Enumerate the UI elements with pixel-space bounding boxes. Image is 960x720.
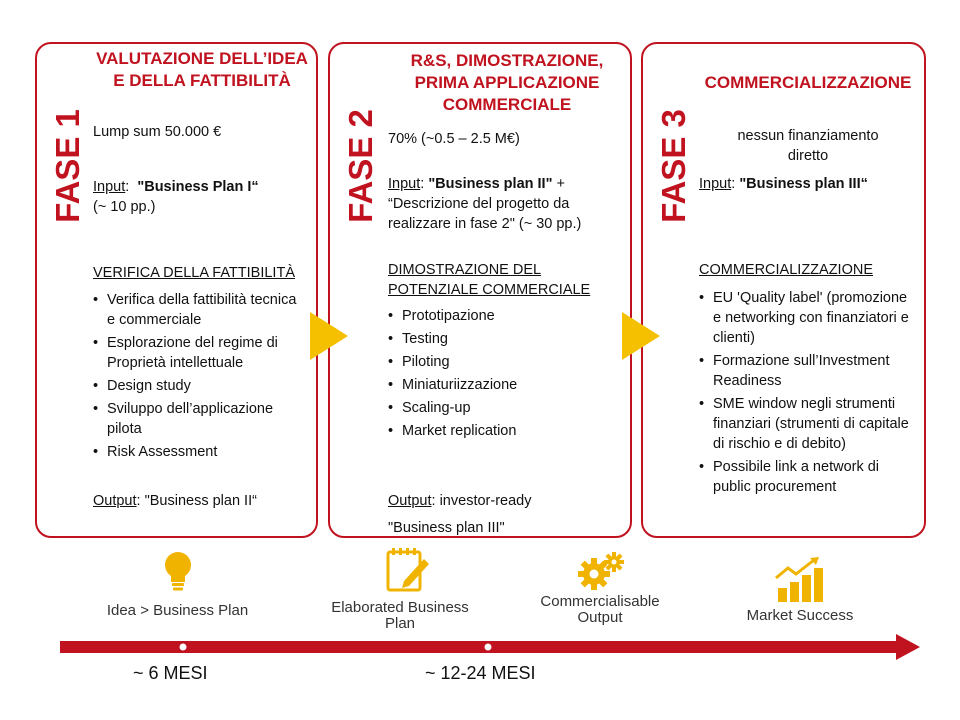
phase-2-output	[388, 491, 531, 511]
phase-3-title-line: COMMERCIALIZZAZIONE	[704, 73, 912, 92]
phase-2-label	[340, 54, 384, 223]
phase-1-output-text: : "Business plan II“	[136, 493, 257, 509]
phase-3-label	[653, 54, 697, 223]
phase-1-input-doc: "Business Plan I“	[137, 179, 259, 195]
list-item: • Miniaturiizzazione	[388, 375, 618, 395]
phase-3-input-doc: "Business plan III“	[739, 176, 868, 192]
phase-3-title	[695, 72, 921, 94]
phase-2-title-line: COMMERCIALE	[442, 95, 572, 114]
list-item: • Piloting	[388, 352, 618, 372]
phase-1-bullet-list	[93, 290, 303, 465]
list-item: • SME window negli strumenti finanziari (strumenti di capitale di rischio e di debito)	[699, 394, 914, 454]
phase-3-label-text: FASE 3	[655, 109, 692, 223]
list-item: • Verifica della fattibilità tecnica e commerciale	[93, 290, 303, 330]
list-item: • Formazione sull’Investment Readiness	[699, 351, 914, 391]
phase-2-panel	[328, 42, 632, 538]
phase-1-funding: Lump sum 50.000 €	[93, 124, 222, 140]
step-label-commercialisable	[515, 594, 685, 626]
list-item: • Scaling-up	[388, 398, 618, 418]
step-label-idea	[90, 603, 265, 619]
list-item: • Testing	[388, 329, 618, 349]
phase-2-title-line: PRIMA APPLICAZIONE	[414, 73, 600, 92]
list-item: • Possibile link a network di public procurement	[699, 457, 914, 497]
phase-3-input: Input: "Business plan III“	[699, 176, 868, 192]
step-label-line: Idea > Business Plan	[106, 602, 249, 619]
phase-3-funding	[703, 126, 913, 166]
phase-2-funding: 70% (~0.5 – 2.5 M€)	[388, 131, 520, 147]
phase-1-title	[89, 48, 315, 92]
phase-2-title	[388, 50, 626, 116]
phase-2-input-plus: +	[552, 176, 565, 192]
phase-2-input-desc2: realizzare in fase 2" (~ 30 pp.)	[388, 216, 582, 232]
duration-phase-1: ~ 6 MESI	[133, 663, 208, 683]
phase-1-output-label: Output	[93, 493, 137, 509]
timeline-marker	[485, 644, 492, 651]
phase-3-funding-line: diretto	[787, 148, 829, 164]
gears-icon	[577, 552, 625, 595]
step-label-line: Plan	[384, 615, 416, 632]
phase-2-input-desc: “Descrizione del progetto da	[388, 196, 570, 212]
phase-1-label-text: FASE 1	[49, 109, 86, 223]
phase-1-title-line: VALUTAZIONE DELL’IDEA	[96, 49, 308, 68]
phase-2-input: Input: "Business plan II" + “Descrizione del progetto da realizzare in fase 2" (~ 30 pp.)	[388, 176, 582, 232]
phase-1-output	[93, 491, 257, 511]
step-label-line: Output	[577, 609, 623, 626]
phase-1-section-title: VERIFICA DELLA FATTIBILITÀ	[93, 265, 295, 281]
phase-2-title-line: R&S, DIMOSTRAZIONE,	[410, 51, 604, 70]
phase-2-input-doc: "Business plan II"	[428, 176, 553, 192]
phase-2-output-text: : investor-ready	[431, 493, 532, 509]
phase-2-input-label: Input	[388, 176, 421, 192]
phase-1-title-line: E DELLA FATTIBILITÀ	[113, 71, 291, 90]
phase-2-label-text: FASE 2	[342, 109, 379, 223]
duration-phase-2: ~ 12-24 MESI	[425, 663, 536, 683]
phase-2-to-3-arrow	[622, 312, 660, 360]
phase-2-section-title-line: DIMOSTRAZIONE DEL	[388, 262, 542, 278]
phase-1-input: Input: "Business Plan I“ (~ 10 pp.)	[93, 179, 259, 215]
timeline-marker	[180, 644, 187, 651]
phase-1-panel	[35, 42, 318, 538]
phase-1-label	[47, 54, 91, 223]
list-item: • Market replication	[388, 421, 618, 441]
step-label-line: Commercialisable	[540, 593, 660, 610]
step-label-market-success	[720, 608, 880, 624]
list-item: • Design study	[93, 376, 303, 396]
list-item: • Prototipazione	[388, 306, 618, 326]
list-item: • Risk Assessment	[93, 442, 303, 462]
phase-2-section-title-line: POTENZIALE COMMERCIALE	[388, 282, 591, 298]
phase-2-output-label: Output	[388, 493, 432, 509]
phase-2-section-title	[388, 260, 590, 300]
list-item: • Sviluppo dell’applicazione pilota	[93, 399, 303, 439]
phase-3-bullet-list	[699, 288, 914, 500]
step-label-line: Elaborated Business	[331, 599, 469, 616]
list-item: • Esplorazione del regime di Proprietà intellettuale	[93, 333, 303, 373]
phase-3-section-title: COMMERCIALIZZAZIONE	[699, 262, 874, 278]
phase-3-panel	[641, 42, 926, 538]
step-label-line: Market Success	[746, 607, 854, 624]
phase-3-input-label: Input	[699, 176, 732, 192]
phase-1-to-2-arrow	[310, 312, 348, 360]
phase-1-input-label: Input	[93, 179, 126, 195]
phase-2-bullet-list	[388, 306, 618, 444]
phase-3-funding-line: nessun finanziamento	[737, 128, 879, 144]
list-item: • EU 'Quality label' (promozione e networking con finanziatori e clienti)	[699, 288, 914, 348]
phase-2-output-doc: "Business plan III"	[388, 520, 505, 536]
growth-chart-icon	[774, 556, 824, 609]
notepad-pencil-icon	[384, 547, 432, 598]
timeline-arrow	[60, 634, 920, 660]
lightbulb-icon	[161, 550, 195, 599]
phase-1-input-pages: (~ 10 pp.)	[93, 199, 156, 215]
step-label-elaborated-plan	[310, 600, 490, 632]
